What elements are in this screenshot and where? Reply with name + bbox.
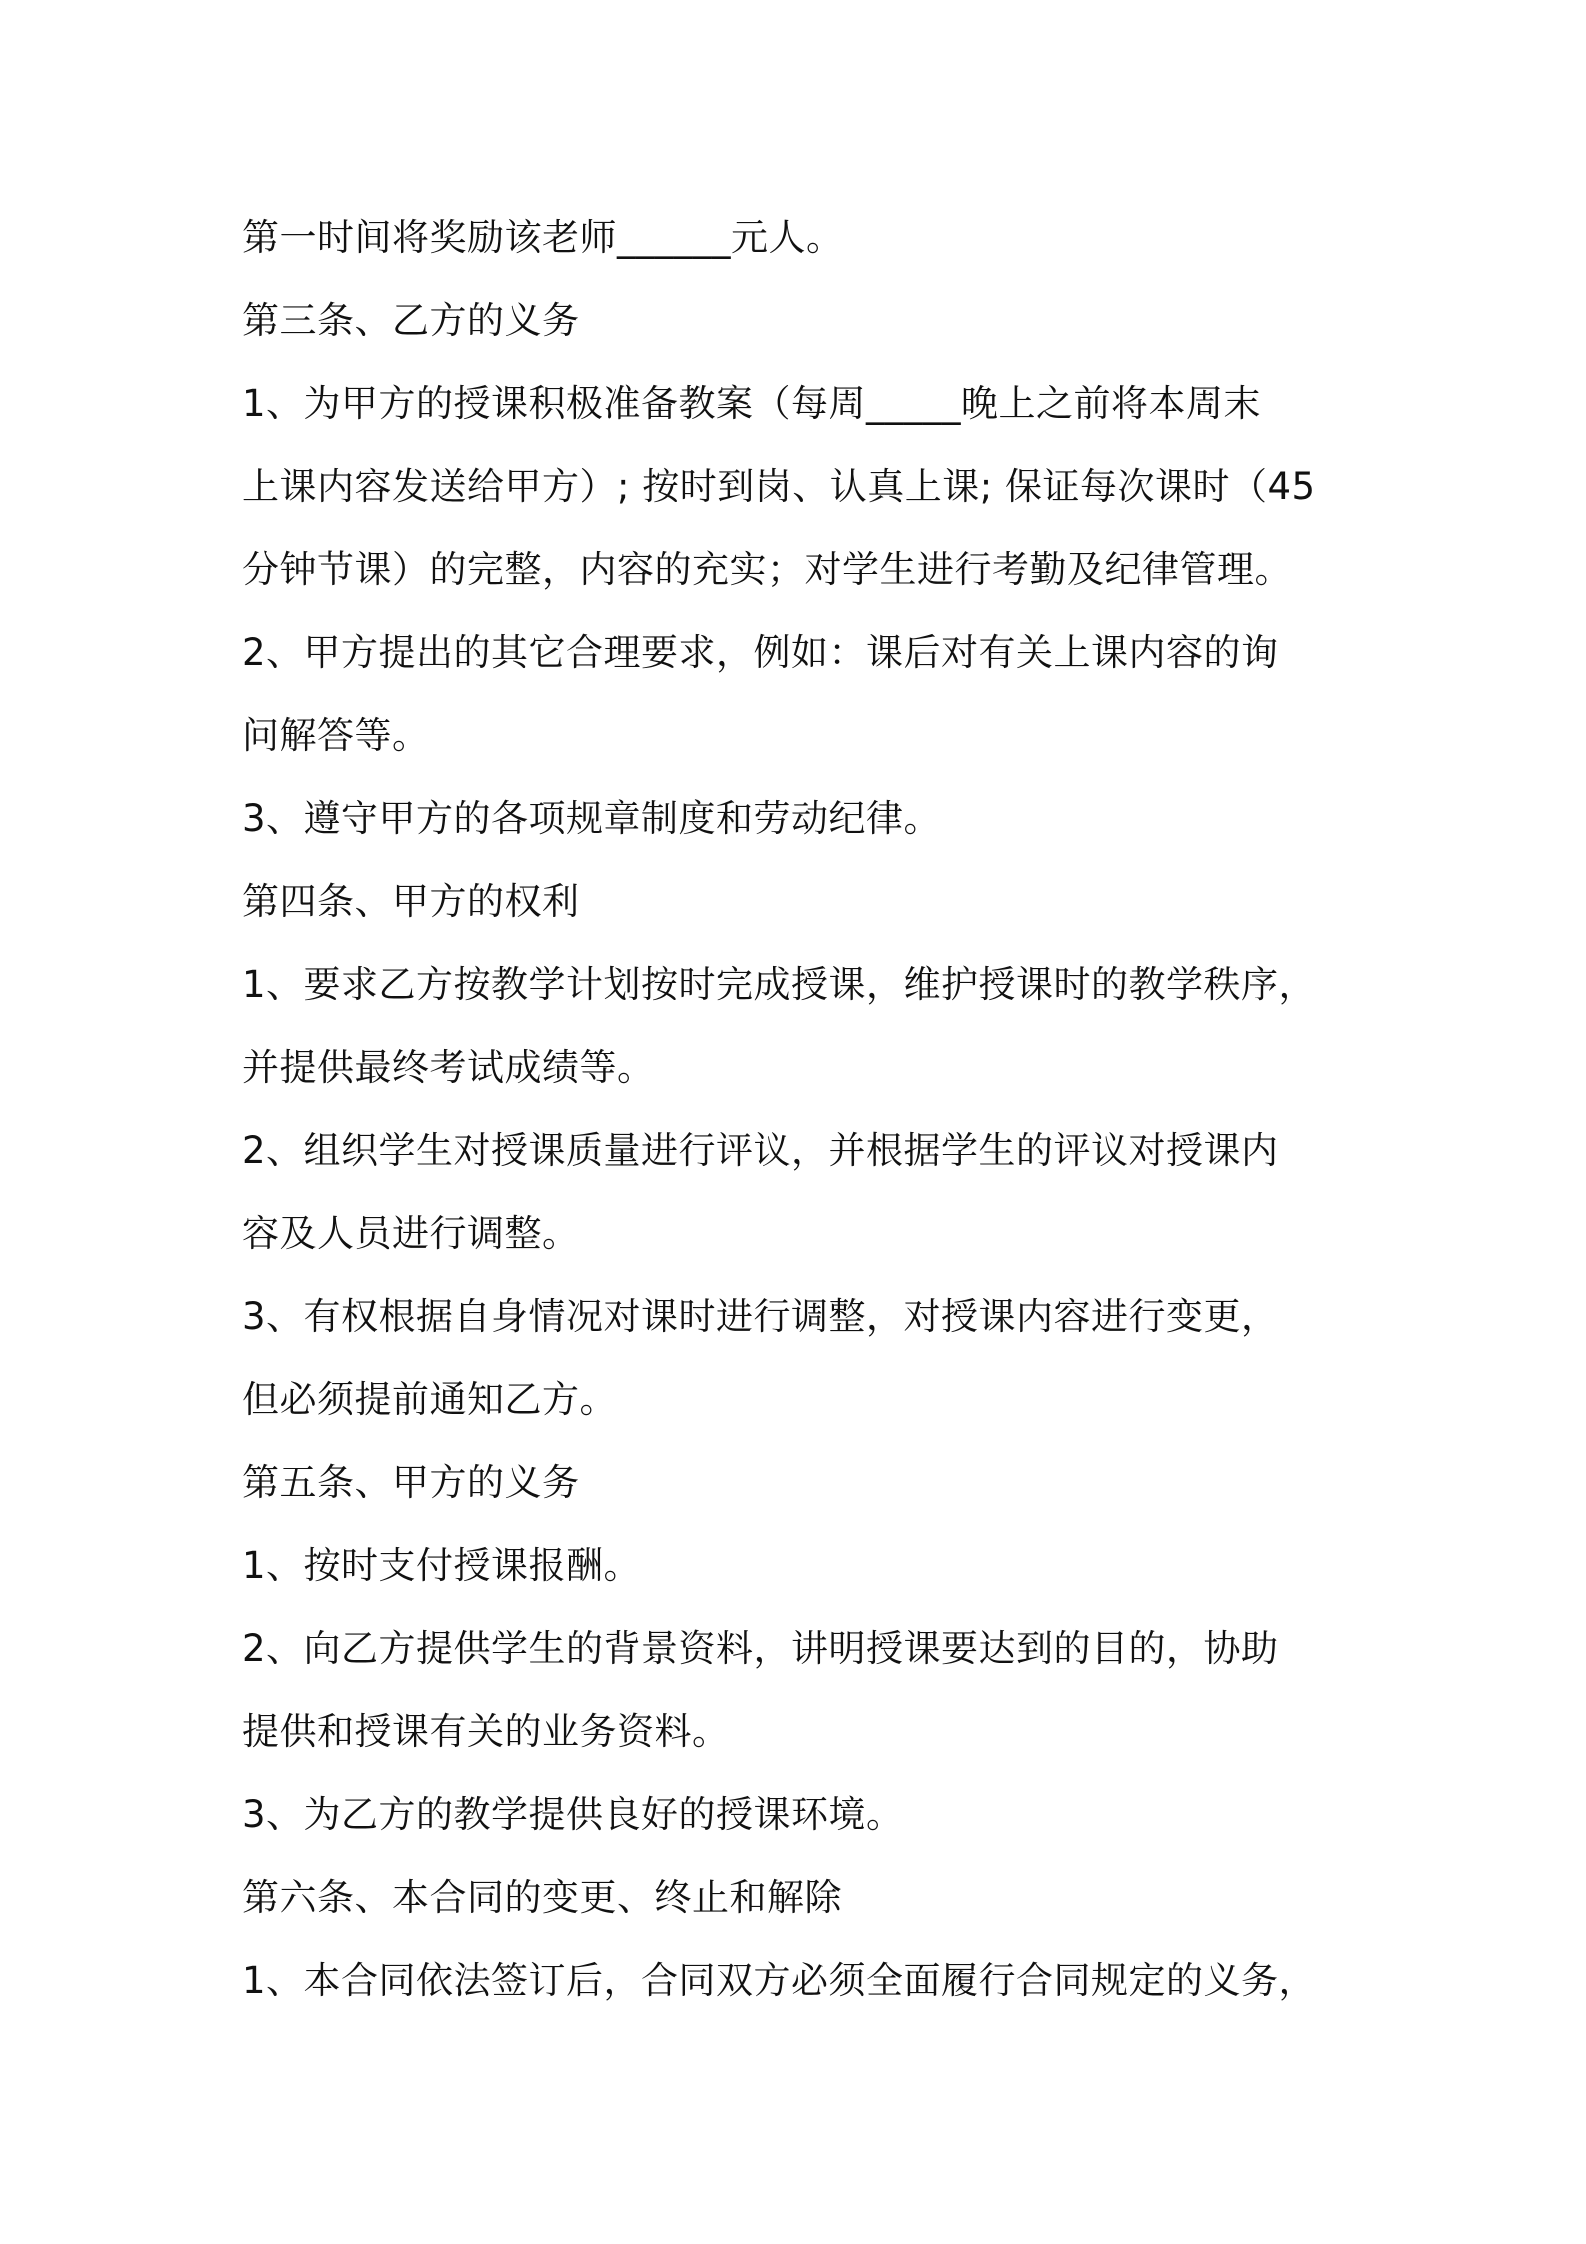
text-line: 1、要求乙方按教学计划按时完成授课，维护授课时的教学秩序，	[242, 963, 1317, 1006]
text-line: 1、按时支付授课报酬。	[242, 1544, 642, 1587]
document-body	[242, 196, 1362, 2022]
text-line: 第一时间将奖励该老师______元人。	[242, 216, 844, 259]
text-line: 3、有权根据自身情况对课时进行调整，对授课内容进行变更，	[242, 1295, 1279, 1338]
section-heading: 第六条、本合同的变更、终止和解除	[242, 1876, 842, 1919]
text-line: 但必须提前通知乙方。	[242, 1378, 617, 1421]
text-line: 1、本合同依法签订后，合同双方必须全面履行合同规定的义务，	[242, 1959, 1317, 2002]
text-line: 容及人员进行调整。	[242, 1212, 580, 1255]
text-line: 2、甲方提出的其它合理要求，例如：课后对有关上课内容的询	[242, 631, 1279, 674]
text-line: 并提供最终考试成绩等。	[242, 1046, 655, 1089]
text-line: 提供和授课有关的业务资料。	[242, 1710, 730, 1753]
text-line: 问解答等。	[242, 714, 430, 757]
section-heading: 第三条、乙方的义务	[242, 299, 580, 342]
text-line: 分钟节课）的完整，内容的充实；对学生进行考勤及纪律管理。	[242, 548, 1292, 591]
section-heading: 第四条、甲方的权利	[242, 880, 580, 923]
text-line: 3、遵守甲方的各项规章制度和劳动纪律。	[242, 797, 942, 840]
section-heading: 第五条、甲方的义务	[242, 1461, 580, 1504]
text-line: 2、组织学生对授课质量进行评议，并根据学生的评议对授课内	[242, 1129, 1279, 1172]
text-line: 上课内容发送给甲方）; 按时到岗、认真上课; 保证每次课时（45	[242, 465, 1316, 508]
text-line: 2、向乙方提供学生的背景资料，讲明授课要达到的目的，协助	[242, 1627, 1279, 1670]
text-line: 3、为乙方的教学提供良好的授课环境。	[242, 1793, 904, 1836]
text-line: 1、为甲方的授课积极准备教案（每周_____晚上之前将本周末	[242, 382, 1262, 425]
